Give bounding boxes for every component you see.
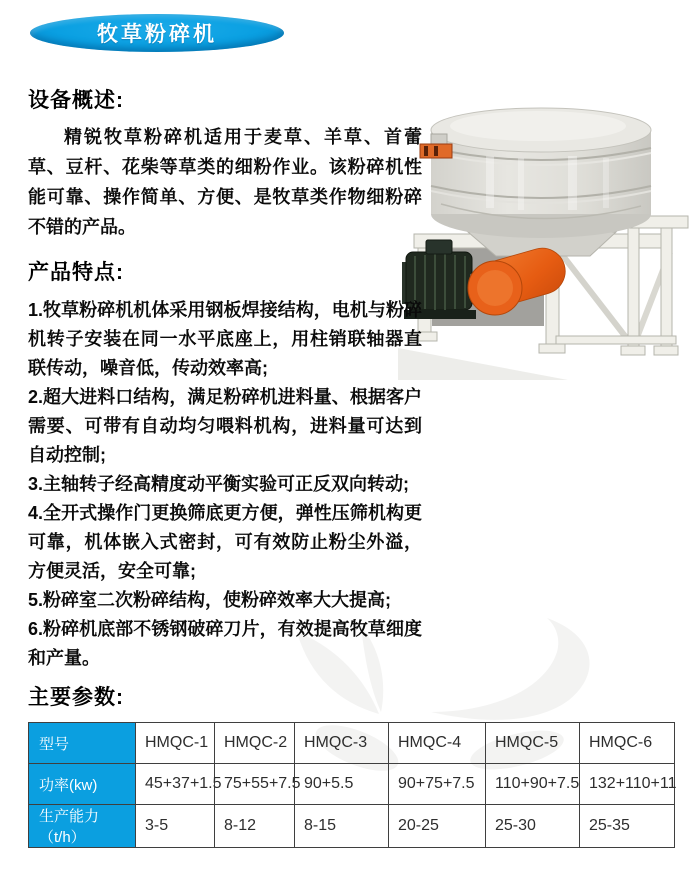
feature-item: 6.粉碎机底部不锈钢破碎刀片，有效提高牧草细度和产量。	[28, 619, 422, 668]
feature-item: 4.全开式操作门更换筛底更方便，弹性压筛机构更可靠，机体嵌入式密封，可有效防止粉尘外溢，方便灵活，安全可靠;	[28, 503, 422, 581]
params-heading: 主要参数:	[28, 686, 124, 709]
table-row-model	[29, 723, 675, 764]
cell-power: 90+75+7.5	[389, 764, 486, 805]
cell-power: 132+110+11	[580, 764, 675, 805]
overview-text: 精锐牧草粉碎机适用于麦草、羊草、首蕾草、豆杆、花柴等草类的细粉作业。该粉碎机性能可靠、操作简单、方便、是牧草类作物细粉碎不错的产品。	[28, 127, 422, 237]
row-header-capacity: 生产能力（t/h）	[29, 805, 136, 848]
cell-capacity: 25-30	[486, 805, 580, 848]
cell-model: HMQC-2	[215, 723, 295, 764]
page-title: 牧草粉碎机	[97, 23, 217, 46]
row-header-power: 功率(kw)	[29, 764, 136, 805]
cell-model: HMQC-3	[295, 723, 389, 764]
machine-photo	[398, 86, 700, 380]
cell-power: 45+37+1.5	[136, 764, 215, 805]
cell-model: HMQC-4	[389, 723, 486, 764]
cell-power: 110+90+7.5	[486, 764, 580, 805]
feature-item: 3.主轴转子经高精度动平衡实验可正反双向转动;	[28, 474, 410, 494]
feature-item: 1.牧草粉碎机机体采用钢板焊接结构，电机与粉碎机转子安装在同一水平底座上，用柱销联轴器直联传动，噪音低，传动效率高;	[28, 300, 422, 378]
cell-power: 90+5.5	[295, 764, 389, 805]
machine-drum	[431, 108, 651, 238]
features-heading: 产品特点:	[28, 261, 124, 284]
cell-model: HMQC-6	[580, 723, 675, 764]
drum-side-bracket	[420, 134, 452, 158]
table-row-power	[29, 764, 675, 805]
params-table	[28, 722, 675, 848]
cell-capacity: 3-5	[136, 805, 215, 848]
row-header-model: 型号	[29, 723, 136, 764]
cell-model: HMQC-1	[136, 723, 215, 764]
cell-capacity: 8-12	[215, 805, 295, 848]
cell-capacity: 25-35	[580, 805, 675, 848]
feature-item: 5.粉碎室二次粉碎结构，使粉碎效率大大提高;	[28, 590, 392, 610]
main-content	[28, 84, 422, 711]
overview-heading: 设备概述:	[28, 89, 124, 112]
cell-power: 75+55+7.5	[215, 764, 295, 805]
table-row-capacity	[29, 805, 675, 848]
feature-item: 2.超大进料口结构，满足粉碎机进料量、根据客户需要、可带有自动均匀喂料机构，进料量可达到自动控制;	[28, 387, 422, 465]
cell-capacity: 20-25	[389, 805, 486, 848]
cell-model: HMQC-5	[486, 723, 580, 764]
watermark-swoosh-right	[431, 618, 590, 720]
header-banner	[30, 14, 284, 52]
cell-capacity: 8-15	[295, 805, 389, 848]
